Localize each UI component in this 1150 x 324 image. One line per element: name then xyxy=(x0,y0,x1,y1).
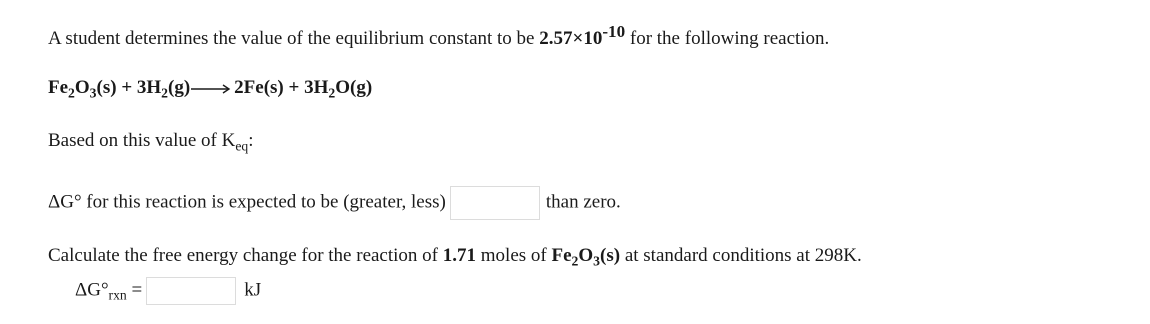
intro-sentence xyxy=(48,21,830,51)
delta-g-rxn-answer-row xyxy=(75,277,261,305)
k-exponent: -10 xyxy=(602,21,626,41)
greater-less-answer-input[interactable] xyxy=(450,186,540,220)
question-delta-g-sign xyxy=(48,186,621,220)
species-formula: $Fe_2O_3(s)$ xyxy=(551,245,621,269)
moles-value: 1.71 xyxy=(442,245,477,266)
based-on-keq: Based on this value of $K_{eq}$: xyxy=(48,130,254,154)
keq-subscript: eq xyxy=(235,138,249,154)
unit-label: kJ xyxy=(244,279,262,301)
intro-text-after: for the following reaction. xyxy=(625,28,830,49)
intro-text-before: A student determines the value of the equilibrium constant to be xyxy=(48,28,540,49)
question-calc-free-energy: Calculate the free energy change for the reaction of 1.71 moles of $Fe_2O_3(s)$ at standard conditions at 298K. xyxy=(48,245,862,269)
delta-g-symbol: ΔG° xyxy=(75,279,109,301)
question1-after: than zero. xyxy=(545,191,621,213)
reaction-arrow-icon xyxy=(191,83,233,95)
k-value: $2.57\times 10^{-10}$ xyxy=(539,21,626,49)
delta-g-answer-input[interactable] xyxy=(146,277,236,305)
equals-sign: = xyxy=(126,279,143,301)
rxn-subscript: rxn xyxy=(108,287,127,303)
question1-label: ΔG° for this reaction is expected to be (greater, less) xyxy=(48,191,446,213)
reaction-equation: $Fe_2O_3(s) + 3H_2(g) 2Fe(s) + 3H_2O(g)$ xyxy=(48,77,373,101)
